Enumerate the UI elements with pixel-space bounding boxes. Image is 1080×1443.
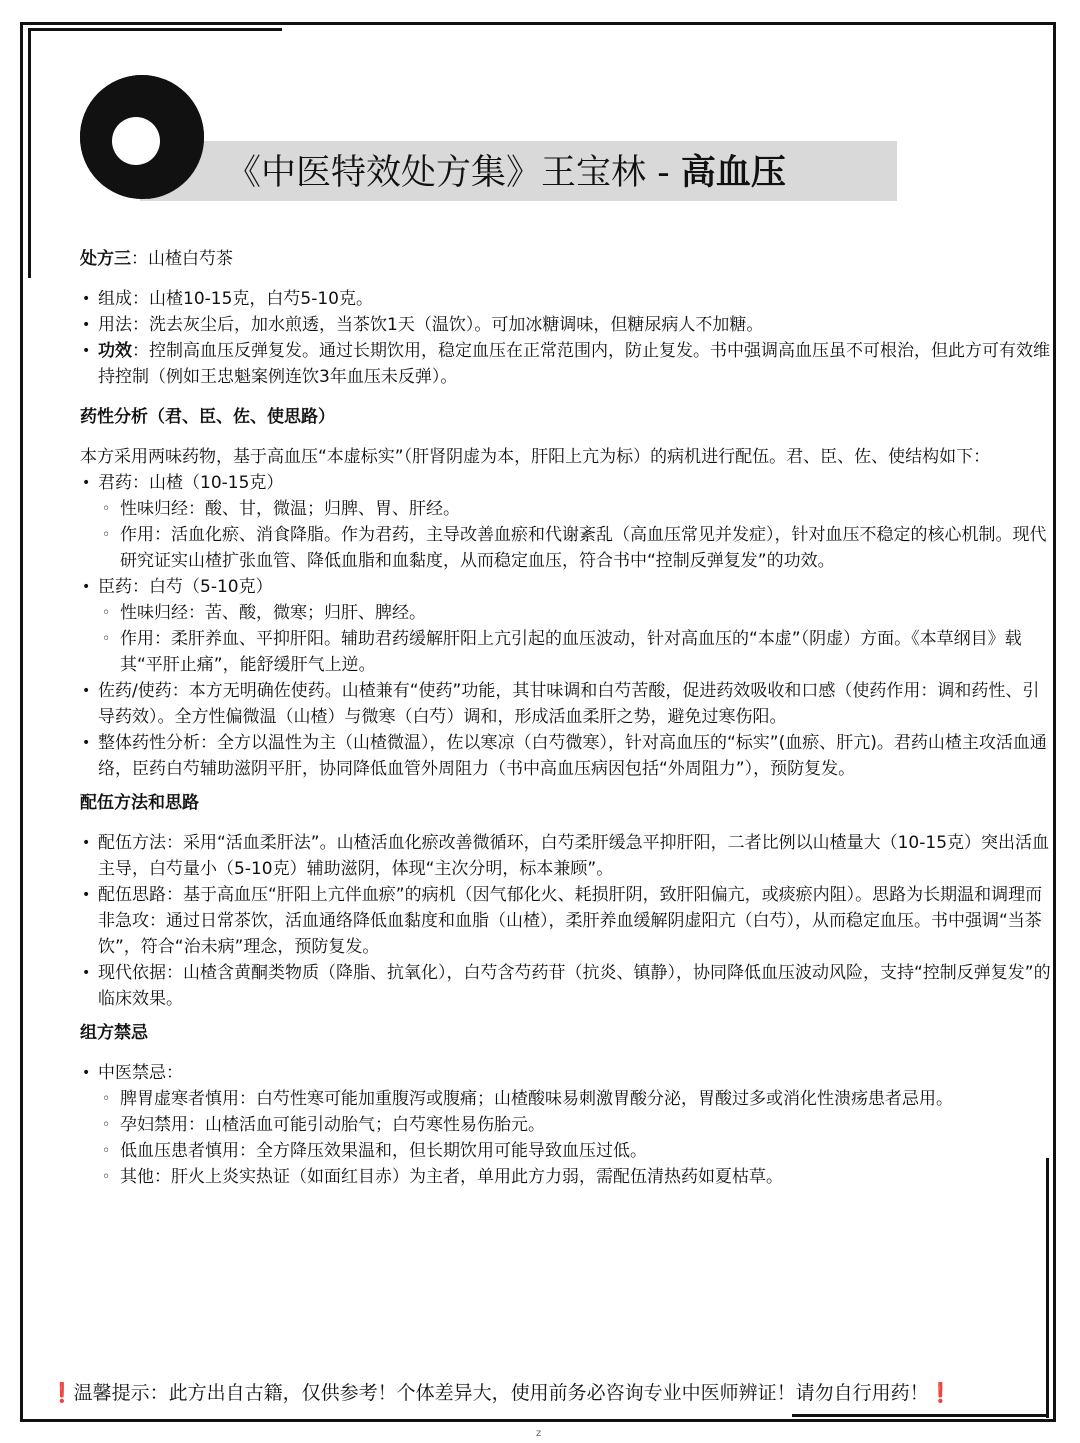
list-item-other: ◦ 其他：肝火上炎实热证（如面红目赤）为主者，单用此方力弱，需配伍清热药如夏枯草。 bbox=[80, 1164, 1052, 1190]
contraindications-heading: 组方禁忌 bbox=[80, 1023, 148, 1043]
frame-accent-bottom bbox=[792, 1414, 1048, 1417]
list-item-chen-taste: ◦ 性味归经：苦、酸，微寒；归肝、脾经。 bbox=[80, 600, 1052, 626]
document-body bbox=[80, 246, 1052, 1190]
prescription-line bbox=[80, 246, 1052, 272]
title-prefix: 《中医特效处方集》王宝林 - bbox=[226, 153, 681, 193]
compatibility-list bbox=[80, 830, 1052, 1012]
warning-footer bbox=[50, 1380, 1040, 1406]
list-item-pregnancy: ◦ 孕妇禁用：山楂活血可能引动胎气；白芍寒性易伤胎元。 bbox=[80, 1112, 1052, 1138]
list-item-method: • 配伍方法：采用“活血柔肝法”。山楂活血化瘀改善微循环，白芍柔肝缓急平抑肝阳，二者比例以山楂量大（10-15克）突出活血主导，白芍量小（5-10克）辅助滋阴，体现“主次分明，标本兼顾”。 bbox=[80, 830, 1052, 882]
prescription-name: ：山楂白芍茶 bbox=[131, 249, 233, 269]
list-item-idea: • 配伍思路：基于高血压“肝阳上亢伴血瘀”的病机（因气郁化火、耗损肝阴，致肝阳偏亢，或痰瘀内阻）。思路为长期温和调理而非急攻：通过日常茶饮，活血通络降低血黏度和血脂（山楂），柔肝养血缓解阴虚阳亢（白芍），从而稳定血压。书中强调“当茶饮”，符合“治未病”理念，预防复发。 bbox=[80, 882, 1052, 960]
exclamation-icon-left: ❗ bbox=[50, 1382, 74, 1404]
list-item-modern: • 现代依据：山楂含黄酮类物质（降脂、抗氧化），白芍含芍药苷（抗炎、镇静），协同降低血压波动风险，支持“控制反弹复发”的临床效果。 bbox=[80, 960, 1052, 1012]
list-item-hypotension: ◦ 低血压患者慎用：全方降压效果温和，但长期饮用可能导致血压过低。 bbox=[80, 1138, 1052, 1164]
ring-logo-icon bbox=[78, 73, 206, 201]
warning-text: 温馨提示：此方出自古籍，仅供参考！个体差异大，使用前务必咨询专业中医师辨证！请勿自行用药！ bbox=[73, 1382, 929, 1404]
list-item-jun-action: ◦ 作用：活血化瘀、消食降脂。作为君药，主导改善血瘀和代谢紊乱（高血压常见并发症），针对血压不稳定的核心机制。现代研究证实山楂扩张血管、降低血脂和血黏度，从而稳定血压，符合书中“控制反弹复发”的功效。 bbox=[80, 522, 1052, 574]
basics-list bbox=[80, 286, 1052, 390]
list-item-jun-taste: ◦ 性味归经：酸、甘，微温；归脾、胃、肝经。 bbox=[80, 496, 1052, 522]
efficacy-text: ：控制高血压反弹复发。通过长期饮用，稳定血压在正常范围内，防止复发。书中强调高血压虽不可根治，但此方可有效维持控制（例如王忠魁案例连饮3年血压未反弹）。 bbox=[98, 341, 1050, 387]
list-item-spleen: ◦ 脾胃虚寒者慎用：白芍性寒可能加重腹泻或腹痛；山楂酸味易刺激胃酸分泌，胃酸过多或消化性溃疡患者忌用。 bbox=[80, 1086, 1052, 1112]
prescription-label: 处方三 bbox=[80, 249, 131, 269]
exclamation-icon-right: ❗ bbox=[928, 1382, 953, 1404]
list-item-tcm: • 中医禁忌： bbox=[80, 1060, 1052, 1086]
frame-accent-left bbox=[28, 28, 31, 278]
list-item-chen: • 臣药：白芍（5-10克） bbox=[80, 574, 1052, 600]
list-item-composition bbox=[80, 286, 1052, 312]
contraindications-list bbox=[80, 1060, 1052, 1190]
list-item-efficacy bbox=[80, 338, 1052, 390]
composition-text: ：山楂10-15克，白芍5-10克。 bbox=[132, 289, 373, 309]
page-title bbox=[226, 148, 786, 198]
analysis-intro: 本方采用两味药物，基于高血压“本虚标实”（肝肾阴虚为本，肝阳上亢为标）的病机进行配伍。君、臣、佐、使结构如下： bbox=[80, 447, 991, 467]
efficacy-label: 功效 bbox=[98, 341, 132, 361]
list-item-usage bbox=[80, 312, 1052, 338]
frame-accent-top bbox=[28, 28, 282, 31]
bottom-mark: z bbox=[536, 1428, 542, 1439]
list-item-overall: • 整体药性分析：全方以温性为主（山楂微温），佐以寒凉（白芍微寒），针对高血压的“标实”(血瘀、肝亢)。君药山楂主攻活血通络，臣药白芍辅助滋阴平肝，协同降低血管外周阻力（书中高血压病因包括“外周阻力”），预防复发。 bbox=[80, 730, 1052, 782]
list-item-jun: • 君药：山楂（10-15克） bbox=[80, 470, 1052, 496]
compatibility-heading: 配伍方法和思路 bbox=[80, 793, 199, 813]
list-item-chen-action: ◦ 作用：柔肝养血、平抑肝阳。辅助君药缓解肝阳上亢引起的血压波动，针对高血压的“本虚”（阴虚）方面。《本草纲目》载其“平肝止痛”，能舒缓肝气上逆。 bbox=[80, 626, 1052, 678]
usage-text: ：洗去灰尘后，加水煎透，当茶饮1天（温饮）。可加冰糖调味，但糖尿病人不加糖。 bbox=[132, 315, 764, 335]
analysis-list bbox=[80, 470, 1052, 782]
frame-accent-right bbox=[1046, 1158, 1049, 1418]
title-highlight: 高血压 bbox=[680, 153, 786, 193]
usage-label: 用法 bbox=[98, 315, 132, 335]
composition-label: 组成 bbox=[98, 289, 132, 309]
list-item-zuoshi: • 佐药/使药：本方无明确佐使药。山楂兼有“使药”功能，其甘味调和白芍苦酸，促进药效吸收和口感（使药作用：调和药性、引导药效）。全方性偏微温（山楂）与微寒（白芍）调和，形成活血柔肝之势，避免过寒伤阳。 bbox=[80, 678, 1052, 730]
analysis-heading: 药性分析（君、臣、佐、使思路） bbox=[80, 407, 335, 427]
